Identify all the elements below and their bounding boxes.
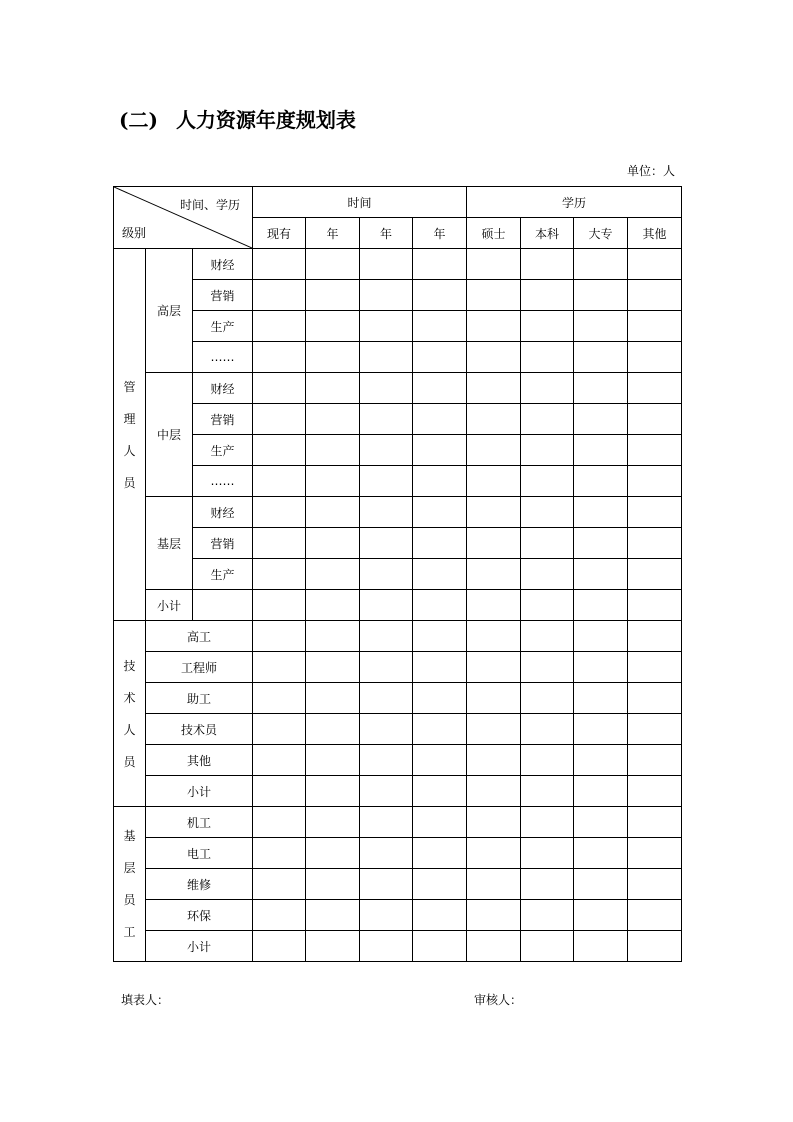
data-cell[interactable] bbox=[360, 745, 413, 776]
data-cell[interactable] bbox=[360, 869, 413, 900]
data-cell[interactable] bbox=[628, 807, 682, 838]
data-cell[interactable] bbox=[306, 373, 360, 404]
data-cell[interactable] bbox=[628, 497, 682, 528]
data-cell[interactable] bbox=[628, 931, 682, 962]
data-cell[interactable] bbox=[360, 342, 413, 373]
data-cell[interactable] bbox=[306, 652, 360, 683]
data-cell[interactable] bbox=[360, 311, 413, 342]
data-cell[interactable] bbox=[306, 311, 360, 342]
data-cell[interactable] bbox=[628, 466, 682, 497]
data-cell[interactable] bbox=[413, 528, 467, 559]
time-group-header: 时间 bbox=[253, 187, 467, 218]
data-cell[interactable] bbox=[628, 342, 682, 373]
data-cell[interactable] bbox=[360, 621, 413, 652]
data-cell[interactable] bbox=[628, 590, 682, 621]
data-cell[interactable] bbox=[360, 528, 413, 559]
title-text: 人力资源年度规划表 bbox=[175, 108, 356, 132]
data-cell[interactable] bbox=[467, 714, 521, 745]
data-cell[interactable] bbox=[521, 683, 574, 714]
table-row bbox=[114, 497, 682, 528]
data-cell[interactable] bbox=[521, 900, 574, 931]
filler-label: 填表人： bbox=[121, 993, 170, 1007]
col-header-bachelor: 本科 bbox=[521, 218, 574, 249]
col-header-year: 年 bbox=[413, 218, 467, 249]
data-cell[interactable] bbox=[628, 683, 682, 714]
data-cell[interactable] bbox=[253, 776, 306, 807]
data-cell[interactable] bbox=[521, 466, 574, 497]
data-cell[interactable] bbox=[574, 373, 628, 404]
data-cell[interactable] bbox=[306, 590, 360, 621]
data-cell[interactable] bbox=[360, 249, 413, 280]
data-cell[interactable] bbox=[413, 435, 467, 466]
data-cell[interactable] bbox=[574, 869, 628, 900]
data-cell[interactable] bbox=[253, 900, 306, 931]
data-cell[interactable] bbox=[253, 807, 306, 838]
data-cell[interactable] bbox=[360, 497, 413, 528]
data-cell[interactable] bbox=[253, 435, 306, 466]
data-cell[interactable] bbox=[467, 900, 521, 931]
data-cell[interactable] bbox=[521, 590, 574, 621]
data-cell[interactable] bbox=[628, 621, 682, 652]
data-cell[interactable] bbox=[413, 652, 467, 683]
technical-label: 技 术 人 员 bbox=[114, 621, 146, 807]
col-header-master: 硕士 bbox=[467, 218, 521, 249]
data-cell[interactable] bbox=[253, 931, 306, 962]
data-cell[interactable] bbox=[628, 900, 682, 931]
data-cell[interactable] bbox=[306, 497, 360, 528]
data-cell[interactable] bbox=[360, 280, 413, 311]
table-row bbox=[114, 807, 682, 838]
table-row bbox=[114, 621, 682, 652]
data-cell[interactable] bbox=[467, 404, 521, 435]
data-cell[interactable] bbox=[521, 559, 574, 590]
table-row bbox=[114, 311, 682, 342]
data-cell[interactable] bbox=[253, 497, 306, 528]
data-cell[interactable] bbox=[467, 621, 521, 652]
data-cell[interactable] bbox=[413, 838, 467, 869]
data-cell[interactable] bbox=[467, 931, 521, 962]
hr-plan-table bbox=[113, 186, 682, 962]
data-cell[interactable] bbox=[628, 559, 682, 590]
data-cell[interactable] bbox=[467, 559, 521, 590]
row-label: …… bbox=[193, 342, 253, 373]
data-cell[interactable] bbox=[306, 931, 360, 962]
row-label: 其他 bbox=[146, 745, 253, 776]
data-cell[interactable] bbox=[521, 931, 574, 962]
data-cell[interactable] bbox=[521, 497, 574, 528]
senior-level-label: 高层 bbox=[146, 249, 193, 373]
data-cell[interactable] bbox=[467, 838, 521, 869]
data-cell[interactable] bbox=[574, 559, 628, 590]
data-cell[interactable] bbox=[521, 652, 574, 683]
data-cell[interactable] bbox=[253, 590, 306, 621]
table-row bbox=[114, 435, 682, 466]
data-cell[interactable] bbox=[628, 435, 682, 466]
data-cell[interactable] bbox=[253, 652, 306, 683]
data-cell[interactable] bbox=[574, 652, 628, 683]
col-header-year: 年 bbox=[306, 218, 360, 249]
data-cell[interactable] bbox=[521, 838, 574, 869]
data-cell[interactable] bbox=[467, 683, 521, 714]
data-cell[interactable] bbox=[628, 838, 682, 869]
data-cell[interactable] bbox=[306, 683, 360, 714]
row-label: 营销 bbox=[193, 528, 253, 559]
data-cell[interactable] bbox=[467, 745, 521, 776]
data-cell[interactable] bbox=[467, 435, 521, 466]
data-cell[interactable] bbox=[253, 249, 306, 280]
table-row bbox=[114, 683, 682, 714]
data-cell[interactable] bbox=[360, 652, 413, 683]
data-cell[interactable] bbox=[306, 435, 360, 466]
data-cell[interactable] bbox=[306, 404, 360, 435]
data-cell[interactable] bbox=[253, 280, 306, 311]
data-cell[interactable] bbox=[467, 652, 521, 683]
data-cell[interactable] bbox=[467, 528, 521, 559]
data-cell[interactable] bbox=[413, 931, 467, 962]
data-cell[interactable] bbox=[360, 931, 413, 962]
data-cell[interactable] bbox=[413, 900, 467, 931]
management-subtotal-label: 小计 bbox=[146, 590, 193, 621]
col-header-current: 现有 bbox=[253, 218, 306, 249]
data-cell[interactable] bbox=[360, 838, 413, 869]
row-label: 小计 bbox=[146, 931, 253, 962]
table-row bbox=[114, 373, 682, 404]
data-cell[interactable] bbox=[360, 373, 413, 404]
data-cell[interactable] bbox=[253, 404, 306, 435]
data-cell[interactable] bbox=[413, 280, 467, 311]
table-row bbox=[114, 466, 682, 497]
data-cell[interactable] bbox=[306, 559, 360, 590]
data-cell[interactable] bbox=[360, 559, 413, 590]
data-cell[interactable] bbox=[521, 776, 574, 807]
unit-label: 单位：人 bbox=[626, 164, 675, 178]
data-cell[interactable] bbox=[360, 776, 413, 807]
data-cell[interactable] bbox=[360, 466, 413, 497]
data-cell[interactable] bbox=[628, 528, 682, 559]
base-level-label: 基层 bbox=[146, 497, 193, 590]
data-cell[interactable] bbox=[413, 807, 467, 838]
data-cell[interactable] bbox=[521, 621, 574, 652]
data-cell[interactable] bbox=[306, 869, 360, 900]
data-cell[interactable] bbox=[253, 869, 306, 900]
data-cell[interactable] bbox=[306, 776, 360, 807]
table-row bbox=[114, 559, 682, 590]
data-cell[interactable] bbox=[628, 404, 682, 435]
table-row bbox=[114, 869, 682, 900]
data-cell[interactable] bbox=[467, 342, 521, 373]
management-label: 管 理 人 员 bbox=[114, 249, 146, 621]
data-cell[interactable] bbox=[193, 590, 253, 621]
data-cell[interactable] bbox=[413, 311, 467, 342]
row-label: 环保 bbox=[146, 900, 253, 931]
row-label: 财经 bbox=[193, 497, 253, 528]
data-cell[interactable] bbox=[467, 311, 521, 342]
row-label: 机工 bbox=[146, 807, 253, 838]
data-cell[interactable] bbox=[306, 342, 360, 373]
data-cell[interactable] bbox=[306, 900, 360, 931]
data-cell[interactable] bbox=[413, 249, 467, 280]
data-cell[interactable] bbox=[574, 466, 628, 497]
data-cell[interactable] bbox=[360, 683, 413, 714]
data-cell[interactable] bbox=[413, 404, 467, 435]
data-cell[interactable] bbox=[467, 280, 521, 311]
data-cell[interactable] bbox=[628, 280, 682, 311]
data-cell[interactable] bbox=[521, 435, 574, 466]
data-cell[interactable] bbox=[253, 745, 306, 776]
data-cell[interactable] bbox=[521, 280, 574, 311]
row-label: 工程师 bbox=[146, 652, 253, 683]
col-header-other: 其他 bbox=[628, 218, 682, 249]
data-cell[interactable] bbox=[306, 807, 360, 838]
table-row bbox=[114, 249, 682, 280]
corner-top-label: 时间、学历 bbox=[180, 198, 241, 212]
data-cell[interactable] bbox=[628, 652, 682, 683]
data-cell[interactable] bbox=[253, 683, 306, 714]
data-cell[interactable] bbox=[306, 745, 360, 776]
data-cell[interactable] bbox=[253, 311, 306, 342]
row-label: 生产 bbox=[193, 311, 253, 342]
data-cell[interactable] bbox=[521, 342, 574, 373]
table-row bbox=[114, 280, 682, 311]
row-label: 财经 bbox=[193, 249, 253, 280]
data-cell[interactable] bbox=[521, 714, 574, 745]
data-cell[interactable] bbox=[253, 559, 306, 590]
data-cell[interactable] bbox=[413, 559, 467, 590]
data-cell[interactable] bbox=[628, 776, 682, 807]
data-cell[interactable] bbox=[413, 869, 467, 900]
data-cell[interactable] bbox=[253, 373, 306, 404]
data-cell[interactable] bbox=[574, 807, 628, 838]
row-label: 财经 bbox=[193, 373, 253, 404]
data-cell[interactable] bbox=[574, 745, 628, 776]
data-cell[interactable] bbox=[574, 900, 628, 931]
data-cell[interactable] bbox=[628, 714, 682, 745]
data-cell[interactable] bbox=[574, 280, 628, 311]
table-row bbox=[114, 745, 682, 776]
col-header-college: 大专 bbox=[574, 218, 628, 249]
page-title bbox=[119, 104, 356, 133]
data-cell[interactable] bbox=[467, 373, 521, 404]
data-cell[interactable] bbox=[253, 838, 306, 869]
row-label: 营销 bbox=[193, 404, 253, 435]
table-row bbox=[114, 838, 682, 869]
data-cell[interactable] bbox=[574, 838, 628, 869]
row-label: …… bbox=[193, 466, 253, 497]
data-cell[interactable] bbox=[413, 683, 467, 714]
header-row-1 bbox=[114, 187, 682, 218]
data-cell[interactable] bbox=[628, 373, 682, 404]
col-header-year: 年 bbox=[360, 218, 413, 249]
data-cell[interactable] bbox=[574, 776, 628, 807]
row-label: 生产 bbox=[193, 435, 253, 466]
table-row bbox=[114, 776, 682, 807]
data-cell[interactable] bbox=[628, 249, 682, 280]
data-cell[interactable] bbox=[521, 404, 574, 435]
middle-level-label: 中层 bbox=[146, 373, 193, 497]
table-body bbox=[114, 187, 682, 962]
data-cell[interactable] bbox=[413, 621, 467, 652]
data-cell[interactable] bbox=[306, 528, 360, 559]
table-row bbox=[114, 714, 682, 745]
data-cell[interactable] bbox=[574, 311, 628, 342]
data-cell[interactable] bbox=[413, 745, 467, 776]
data-cell[interactable] bbox=[306, 280, 360, 311]
data-cell[interactable] bbox=[574, 497, 628, 528]
data-cell[interactable] bbox=[413, 373, 467, 404]
data-cell[interactable] bbox=[574, 404, 628, 435]
table-row bbox=[114, 342, 682, 373]
row-label: 小计 bbox=[146, 776, 253, 807]
data-cell[interactable] bbox=[467, 869, 521, 900]
table-row bbox=[114, 528, 682, 559]
row-label: 维修 bbox=[146, 869, 253, 900]
data-cell[interactable] bbox=[521, 311, 574, 342]
data-cell[interactable] bbox=[574, 683, 628, 714]
table-row bbox=[114, 931, 682, 962]
table-row bbox=[114, 900, 682, 931]
data-cell[interactable] bbox=[574, 342, 628, 373]
data-cell[interactable] bbox=[360, 404, 413, 435]
data-cell[interactable] bbox=[306, 621, 360, 652]
data-cell[interactable] bbox=[413, 497, 467, 528]
data-cell[interactable] bbox=[360, 435, 413, 466]
data-cell[interactable] bbox=[574, 249, 628, 280]
data-cell[interactable] bbox=[467, 807, 521, 838]
data-cell[interactable] bbox=[306, 714, 360, 745]
data-cell[interactable] bbox=[467, 590, 521, 621]
data-cell[interactable] bbox=[574, 621, 628, 652]
data-cell[interactable] bbox=[413, 342, 467, 373]
data-cell[interactable] bbox=[574, 435, 628, 466]
data-cell[interactable] bbox=[253, 714, 306, 745]
data-cell[interactable] bbox=[253, 466, 306, 497]
data-cell[interactable] bbox=[413, 714, 467, 745]
row-label: 生产 bbox=[193, 559, 253, 590]
data-cell[interactable] bbox=[467, 497, 521, 528]
table-row bbox=[114, 652, 682, 683]
data-cell[interactable] bbox=[306, 838, 360, 869]
data-cell[interactable] bbox=[521, 373, 574, 404]
data-cell[interactable] bbox=[360, 714, 413, 745]
data-cell[interactable] bbox=[467, 249, 521, 280]
row-label: 电工 bbox=[146, 838, 253, 869]
row-label: 高工 bbox=[146, 621, 253, 652]
data-cell[interactable] bbox=[360, 900, 413, 931]
data-cell[interactable] bbox=[521, 807, 574, 838]
row-label: 助工 bbox=[146, 683, 253, 714]
table-row bbox=[114, 404, 682, 435]
data-cell[interactable] bbox=[413, 466, 467, 497]
data-cell[interactable] bbox=[521, 745, 574, 776]
data-cell[interactable] bbox=[360, 807, 413, 838]
corner-header bbox=[114, 187, 253, 249]
data-cell[interactable] bbox=[360, 590, 413, 621]
data-cell[interactable] bbox=[253, 342, 306, 373]
data-cell[interactable] bbox=[253, 621, 306, 652]
corner-bottom-label: 级别 bbox=[122, 226, 147, 240]
edu-group-header: 学历 bbox=[467, 187, 682, 218]
data-cell[interactable] bbox=[413, 776, 467, 807]
data-cell[interactable] bbox=[521, 249, 574, 280]
row-label: 营销 bbox=[193, 280, 253, 311]
data-cell[interactable] bbox=[628, 869, 682, 900]
table-row bbox=[114, 590, 682, 621]
data-cell[interactable] bbox=[253, 528, 306, 559]
data-cell[interactable] bbox=[413, 590, 467, 621]
workers-label: 基 层 员 工 bbox=[114, 807, 146, 962]
data-cell[interactable] bbox=[574, 714, 628, 745]
data-cell[interactable] bbox=[628, 745, 682, 776]
reviewer-label: 审核人： bbox=[474, 993, 523, 1007]
data-cell[interactable] bbox=[574, 590, 628, 621]
title-number: (二) bbox=[119, 108, 158, 132]
data-cell[interactable] bbox=[306, 466, 360, 497]
row-label: 技术员 bbox=[146, 714, 253, 745]
data-cell[interactable] bbox=[521, 528, 574, 559]
data-cell[interactable] bbox=[467, 466, 521, 497]
data-cell[interactable] bbox=[574, 931, 628, 962]
data-cell[interactable] bbox=[306, 249, 360, 280]
data-cell[interactable] bbox=[574, 528, 628, 559]
data-cell[interactable] bbox=[467, 776, 521, 807]
data-cell[interactable] bbox=[628, 311, 682, 342]
data-cell[interactable] bbox=[521, 869, 574, 900]
